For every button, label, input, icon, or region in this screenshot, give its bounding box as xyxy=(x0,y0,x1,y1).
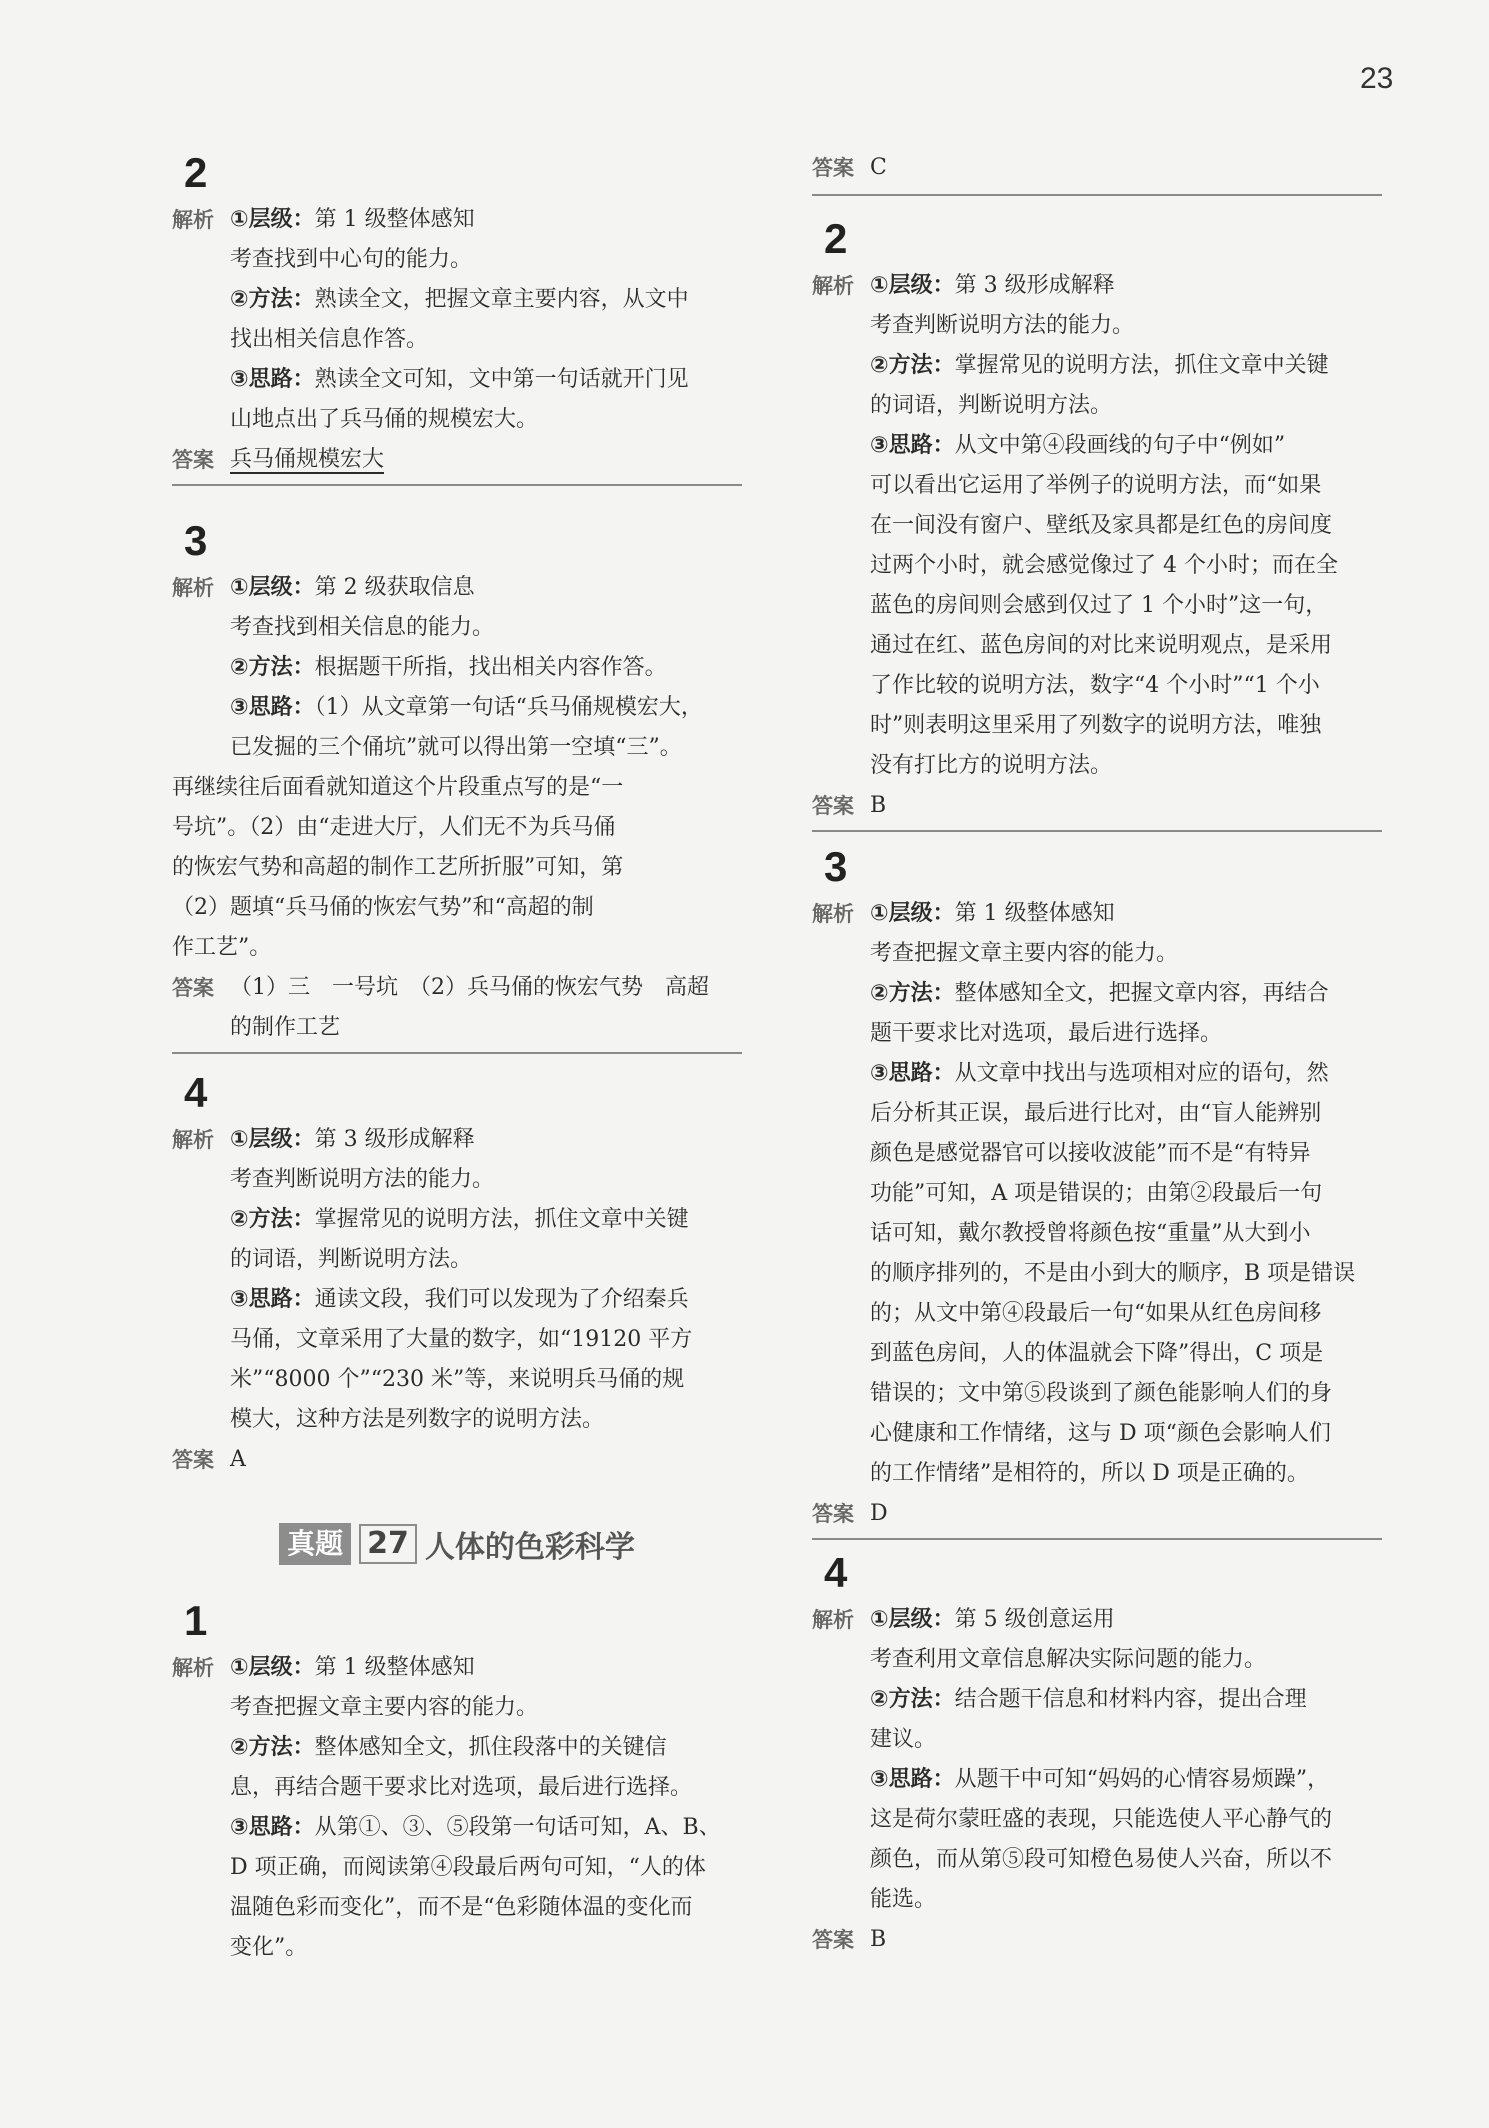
analysis-tag: 解析 xyxy=(812,274,854,298)
idea-text: 时”则表明这里采用了列数字的说明方法，唯独 xyxy=(870,713,1322,738)
skill-text: 考查利用文章信息解决实际问题的能力。 xyxy=(870,1647,1267,1672)
section-banner xyxy=(172,1522,742,1566)
method-text: 找出相关信息作答。 xyxy=(230,327,429,352)
idea-text: 模大，这种方法是列数字的说明方法。 xyxy=(230,1407,605,1432)
divider xyxy=(172,484,742,486)
answer-tag: 答案 xyxy=(172,448,214,472)
divider xyxy=(812,1538,1382,1540)
answer-tag: 答案 xyxy=(172,976,214,1000)
level-text: 第 3 级形成解释 xyxy=(314,1127,475,1152)
method-text: 息，再结合题干要求比对选项，最后进行选择。 xyxy=(230,1775,693,1800)
idea-label: ③思路： xyxy=(230,1815,315,1840)
idea-text: 心健康和工作情绪，这与 D 项“颜色会影响人们 xyxy=(870,1421,1331,1446)
idea-text: 话可知，戴尔教授曾将颜色按“重量”从大到小 xyxy=(870,1221,1311,1246)
analysis-tag: 解析 xyxy=(812,1608,854,1632)
idea-text: 从第①、③、⑤段第一句话可知，A、B、 xyxy=(314,1815,721,1840)
method-text: 的词语，判断说明方法。 xyxy=(870,393,1113,418)
skill-text: 考查判断说明方法的能力。 xyxy=(230,1167,495,1192)
divider xyxy=(812,830,1382,832)
idea-label: ③思路： xyxy=(870,433,955,458)
section-number: 27 xyxy=(359,1524,417,1564)
idea-text: 从文章中找出与选项相对应的语句，然 xyxy=(954,1061,1329,1086)
idea-text: 号坑”。（2）由“走进大厅，人们无不为兵马俑 xyxy=(172,815,616,840)
question-1-answer-block xyxy=(812,148,1382,196)
analysis-tag: 解析 xyxy=(172,208,214,232)
answer-value: B xyxy=(870,1927,887,1952)
idea-text: 的工作情绪”是相符的，所以 D 项是正确的。 xyxy=(870,1461,1309,1486)
method-text: 建议。 xyxy=(870,1727,937,1752)
answer-value: （1）三 一号坑 （2）兵马俑的恢宏气势 高超 xyxy=(230,975,709,1000)
level-text: 第 5 级创意运用 xyxy=(954,1607,1115,1632)
idea-text: 这是荷尔蒙旺盛的表现，只能选使人平心静气的 xyxy=(870,1807,1333,1832)
answer-tag: 答案 xyxy=(812,156,854,180)
skill-text: 考查把握文章主要内容的能力。 xyxy=(870,941,1179,966)
question-number: 4 xyxy=(824,1549,848,1596)
question-number: 3 xyxy=(824,843,848,890)
idea-text: 蓝色的房间则会感到仅过了 1 个小时”这一句， xyxy=(870,593,1328,618)
idea-text: 山地点出了兵马俑的规模宏大。 xyxy=(230,407,539,432)
question-4-block xyxy=(812,1549,1382,1960)
idea-text: 没有打比方的说明方法。 xyxy=(870,753,1113,778)
method-label: ②方法： xyxy=(230,1207,315,1232)
section-prefix: 真题 xyxy=(279,1523,351,1565)
analysis-tag: 解析 xyxy=(172,576,214,600)
idea-text: 通过在红、蓝色房间的对比来说明观点，是采用 xyxy=(870,633,1333,658)
method-label: ②方法： xyxy=(870,1687,955,1712)
level-label: ①层级： xyxy=(230,575,315,600)
question-1-block xyxy=(172,1597,742,1968)
method-label: ②方法： xyxy=(870,353,955,378)
idea-text: 的恢宏气势和高超的制作工艺所折服”可知，第 xyxy=(172,855,624,880)
answer-tag: 答案 xyxy=(172,1448,214,1472)
method-text: 的词语，判断说明方法。 xyxy=(230,1247,473,1272)
method-text: 掌握常见的说明方法，抓住文章中关键 xyxy=(314,1207,689,1232)
divider xyxy=(812,194,1382,196)
idea-label: ③思路： xyxy=(870,1061,955,1086)
method-text: 整体感知全文，抓住段落中的关键信 xyxy=(314,1735,667,1760)
method-text: 题干要求比对选项，最后进行选择。 xyxy=(870,1021,1223,1046)
idea-text: 从文中第④段画线的句子中“例如” xyxy=(954,433,1286,458)
question-number: 4 xyxy=(184,1069,208,1116)
skill-text: 考查判断说明方法的能力。 xyxy=(870,313,1135,338)
method-text: 根据题干所指，找出相关内容作答。 xyxy=(314,655,667,680)
idea-text: 过两个小时，就会感觉像过了 4 个小时；而在全 xyxy=(870,553,1338,578)
idea-text: （2）题填“兵马俑的恢宏气势”和“高超的制 xyxy=(172,895,594,920)
answer-value: 的制作工艺 xyxy=(230,1015,341,1040)
idea-text: 了作比较的说明方法，数字“4 个小时”“1 个小 xyxy=(870,673,1320,698)
level-label: ①层级： xyxy=(870,901,955,926)
idea-text: 的顺序排列的，不是由小到大的顺序，B 项是错误 xyxy=(870,1261,1356,1286)
idea-text: 作工艺”。 xyxy=(172,935,272,960)
skill-text: 考查找到相关信息的能力。 xyxy=(230,615,495,640)
method-text: 整体感知全文，把握文章内容，再结合 xyxy=(954,981,1329,1006)
idea-text: 到蓝色房间，人的体温就会下降”得出，C 项是 xyxy=(870,1341,1324,1366)
answer-value: 兵马俑规模宏大 xyxy=(230,447,385,472)
method-label: ②方法： xyxy=(230,655,315,680)
idea-label: ③思路： xyxy=(870,1767,955,1792)
idea-text: 温随色彩而变化”，而不是“色彩随体温的变化而 xyxy=(230,1895,693,1920)
divider xyxy=(172,1052,742,1054)
skill-text: 考查找到中心句的能力。 xyxy=(230,247,473,272)
level-text: 第 1 级整体感知 xyxy=(314,1655,475,1680)
idea-text: 能选。 xyxy=(870,1887,937,1912)
idea-text: D 项正确，而阅读第④段最后两句可知，“人的体 xyxy=(230,1855,706,1880)
idea-text: 从题干中可知“妈妈的心情容易烦躁”， xyxy=(954,1767,1330,1792)
idea-text: 错误的；文中第⑤段谈到了颜色能影响人们的身 xyxy=(870,1381,1333,1406)
analysis-tag: 解析 xyxy=(812,902,854,926)
question-number: 1 xyxy=(184,1597,208,1644)
level-label: ①层级： xyxy=(230,207,315,232)
method-text: 掌握常见的说明方法，抓住文章中关键 xyxy=(954,353,1329,378)
idea-text: 后分析其正误，最后进行比对，由“盲人能辨别 xyxy=(870,1101,1322,1126)
level-text: 第 1 级整体感知 xyxy=(954,901,1115,926)
idea-text: 马俑，文章采用了大量的数字，如“19120 平方 xyxy=(230,1327,693,1352)
level-text: 第 1 级整体感知 xyxy=(314,207,475,232)
answer-tag: 答案 xyxy=(812,794,854,818)
method-text: 熟读全文，把握文章主要内容，从文中 xyxy=(314,287,689,312)
question-number: 3 xyxy=(184,517,208,564)
method-label: ②方法： xyxy=(230,287,315,312)
answer-value: A xyxy=(230,1447,246,1472)
page-number: 23 xyxy=(1360,62,1394,95)
analysis-tag: 解析 xyxy=(172,1128,214,1152)
idea-label: ③思路： xyxy=(230,695,315,720)
answer-value: D xyxy=(870,1501,888,1526)
idea-text: 再继续往后面看就知道这个片段重点写的是“一 xyxy=(172,775,624,800)
question-number: 2 xyxy=(184,149,208,196)
question-2-block xyxy=(172,149,742,486)
method-label: ②方法： xyxy=(870,981,955,1006)
skill-text: 考查把握文章主要内容的能力。 xyxy=(230,1695,539,1720)
idea-text: 的；从文中第④段最后一句“如果从红色房间移 xyxy=(870,1301,1322,1326)
question-4-block xyxy=(172,1069,742,1480)
answer-value: B xyxy=(870,793,887,818)
answer-tag: 答案 xyxy=(812,1928,854,1952)
idea-text: 已发掘的三个俑坑”就可以得出第一空填“三”。 xyxy=(230,735,682,760)
idea-text: 在一间没有窗户、壁纸及家具都是红色的房间度 xyxy=(870,513,1333,538)
method-text: 结合题干信息和材料内容，提出合理 xyxy=(954,1687,1307,1712)
idea-label: ③思路： xyxy=(230,367,315,392)
level-label: ①层级： xyxy=(230,1655,315,1680)
question-2-block xyxy=(812,215,1382,832)
idea-text: 可以看出它运用了举例子的说明方法，而“如果 xyxy=(870,473,1322,498)
answer-value: C xyxy=(870,155,887,180)
level-text: 第 3 级形成解释 xyxy=(954,273,1115,298)
idea-text: 米”“8000 个”“230 米”等，来说明兵马俑的规 xyxy=(230,1367,685,1392)
idea-text: 颜色是感觉器官可以接收波能”而不是“有特异 xyxy=(870,1141,1311,1166)
level-label: ①层级： xyxy=(230,1127,315,1152)
question-3-block xyxy=(812,843,1382,1540)
method-label: ②方法： xyxy=(230,1735,315,1760)
idea-text: 颜色，而从第⑤段可知橙色易使人兴奋，所以不 xyxy=(870,1847,1333,1872)
idea-text: 功能”可知，A 项是错误的；由第②段最后一句 xyxy=(870,1181,1323,1206)
question-3-block xyxy=(172,517,742,1054)
idea-text: 变化”。 xyxy=(230,1935,308,1960)
idea-text: （1）从文章第一句话“兵马俑规模宏大， xyxy=(314,695,703,720)
level-label: ①层级： xyxy=(870,1607,955,1632)
question-number: 2 xyxy=(824,215,848,262)
level-text: 第 2 级获取信息 xyxy=(314,575,475,600)
section-title: 人体的色彩科学 xyxy=(424,1530,635,1565)
answer-tag: 答案 xyxy=(812,1502,854,1526)
idea-text: 通读文段，我们可以发现为了介绍秦兵 xyxy=(314,1287,689,1312)
idea-text: 熟读全文可知，文中第一句话就开门见 xyxy=(314,367,689,392)
idea-label: ③思路： xyxy=(230,1287,315,1312)
analysis-tag: 解析 xyxy=(172,1656,214,1680)
level-label: ①层级： xyxy=(870,273,955,298)
